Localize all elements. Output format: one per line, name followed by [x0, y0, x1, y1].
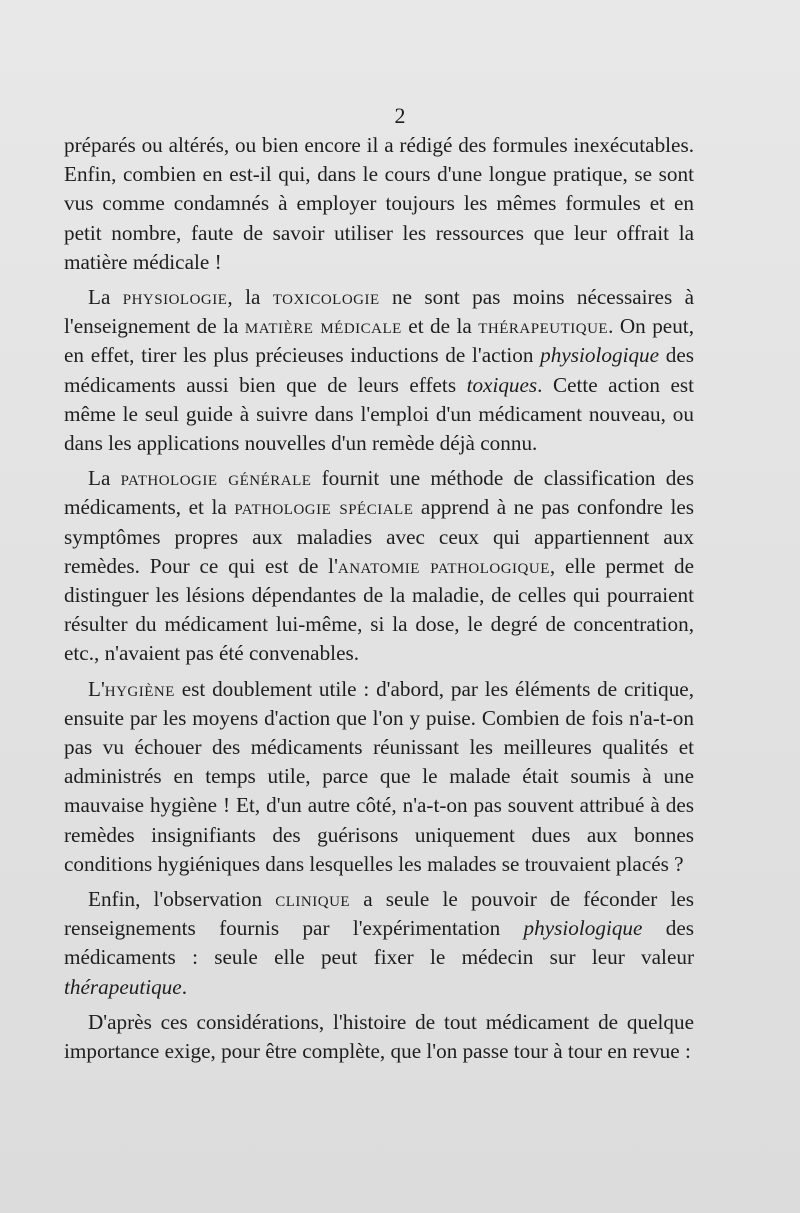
small-caps-term: pathologie spéciale — [234, 495, 414, 520]
italic-term: thérapeutique — [64, 974, 182, 999]
paragraph — [64, 131, 694, 277]
text-run: des médicaments : seule elle peut fixer le médecin sur leur valeur — [64, 916, 694, 970]
text-run: , elle permet de distinguer les lésions dépendantes de la maladie, de celles qui pourraient résulter du médicament lui-même, si la dose, le degré de concentration, etc., n'avaient pas été convenables. — [64, 553, 695, 666]
text-run: a seule le pouvoir de féconder les renseignements fournis par l'expérimentation — [64, 887, 694, 941]
paragraph — [64, 283, 694, 458]
paragraph — [64, 1008, 694, 1066]
text-run: . Cette action est même le seul guide à suivre dans l'emploi d'un médicament nouveau, ou dans les applications nouvelles d'un remède déjà connu. — [64, 372, 694, 456]
small-caps-term: matière médicale — [244, 314, 402, 339]
small-caps-term: toxicologie — [272, 285, 380, 310]
text-run: fournit une méthode de classification des médicaments, et la — [64, 466, 694, 520]
text-run: . On peut, en effet, tirer les plus précieuses inductions de l'action — [64, 314, 694, 368]
body-text — [64, 131, 694, 1066]
text-run: apprend à ne pas confondre les symptômes propres aux maladies avec ceux qui appartiennent aux remèdes. Pour ce qui est de l' — [64, 495, 695, 578]
text-run: préparés ou altérés, ou bien encore il a rédigé des formules inexécutables. Enfin, combien en est-il qui, dans le cours d'une longue pratique, se sont vus comme condamnés à employer toujours les mêmes formules et en petit nombre, faute de savoir utiliser les ressources que leur offrait la matière médicale ! — [64, 133, 694, 274]
small-caps-term: pathologie générale — [120, 466, 312, 491]
paragraph — [64, 885, 694, 1002]
page-number: 2 — [394, 103, 406, 128]
text-run: La — [88, 285, 123, 310]
small-caps-term: thérapeutique — [478, 314, 609, 339]
text-run: Enfin, l'observation — [88, 887, 276, 912]
text-run: La — [88, 466, 121, 491]
text-run: . — [181, 974, 187, 999]
text-run: L' — [88, 676, 105, 701]
italic-term: physiologique — [523, 916, 643, 941]
italic-term: physiologique — [540, 343, 660, 368]
text-run: D'après ces considérations, l'histoire de tout médicament de quelque importance exige, pour être complète, que l'on passe tour à tour en revue : — [64, 1009, 694, 1064]
text-run: , la — [227, 285, 273, 310]
text-run: est doublement utile : d'abord, par les éléments de critique, ensuite par les moyens d'action que l'on y puise. Combien de fois n'a-t-on pas vu échouer des médicaments réunissant les meilleures qualités et administrés en temps utile, parce que le malade était soumis à une mauvaise hygiène ! Et, d'un autre côté, n'a-t-on pas souvent attribué à des remèdes insignifiants des guérisons uniquement dues aux bonnes conditions hygiéniques dans lesquelles les malades se trouvaient placés ? — [64, 676, 694, 876]
text-run: ne sont pas moins nécessaires à l'enseignement de la — [64, 285, 694, 339]
text-run: des médicaments aussi bien que de leurs effets — [64, 343, 694, 397]
text-run: et de la — [401, 314, 479, 339]
small-caps-term: hygiène — [104, 676, 175, 701]
small-caps-term: anatomie pathologique — [337, 553, 550, 578]
small-caps-term: clinique — [275, 887, 351, 912]
small-caps-term: physiologie — [122, 285, 228, 310]
paragraph — [64, 675, 694, 879]
italic-term: toxiques — [466, 372, 538, 397]
paragraph — [64, 464, 694, 668]
